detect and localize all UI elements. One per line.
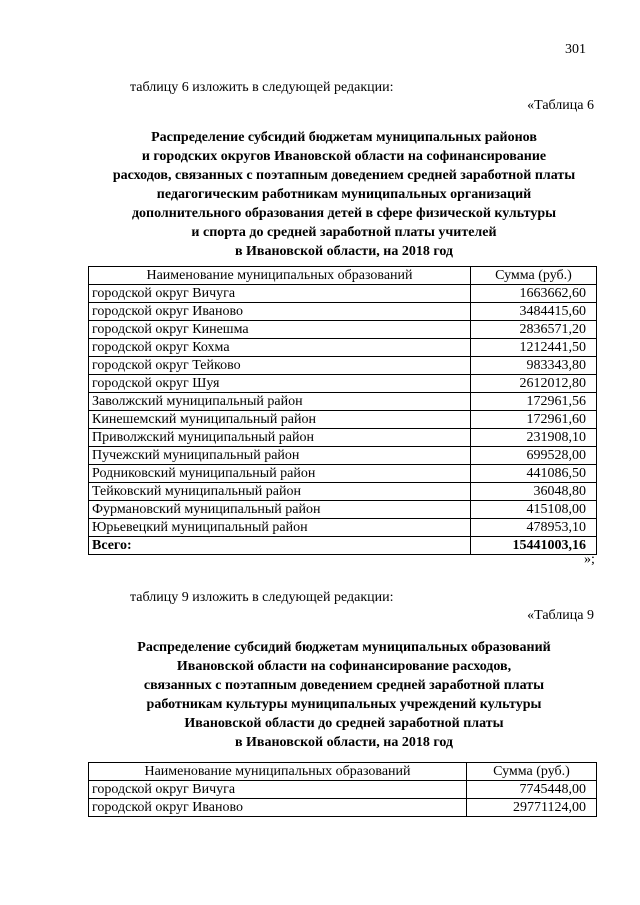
table-row [89,799,597,817]
heading-line: Ивановской области до средней заработной платы [184,716,504,731]
table-row [89,483,597,501]
total-label: Всего: [89,537,471,555]
column-header-name: Наименование муниципальных образований [89,763,467,781]
subsidy-amount: 983343,80 [471,357,597,375]
heading-line: Распределение субсидий бюджетам муниципальных образований [137,640,551,655]
subsidy-amount: 172961,60 [471,411,597,429]
section1-closing: »; [584,552,595,567]
heading-line: в Ивановской области, на 2018 год [234,735,454,750]
subsidy-amount: 36048,80 [471,483,597,501]
column-header-name: Наименование муниципальных образований [89,267,471,285]
subsidy-amount: 415108,00 [471,501,597,519]
total-row [89,537,597,555]
section2-heading [70,638,618,752]
municipality-name: Пучежский муниципальный район [89,447,471,465]
table-row [89,375,597,393]
subsidy-amount: 231908,10 [471,429,597,447]
column-header-sum: Сумма (руб.) [467,763,597,781]
subsidy-amount: 3484415,60 [471,303,597,321]
table-row [89,411,597,429]
total-amount: 15441003,16 [471,537,597,555]
municipality-name: городской округ Шуя [89,375,471,393]
municipality-name: городской округ Тейково [89,357,471,375]
section2-intro: таблицу 9 изложить в следующей редакции: [130,590,394,605]
table-row [89,465,597,483]
municipality-name: Юрьевецкий муниципальный район [89,519,471,537]
municipality-name: городской округ Кохма [89,339,471,357]
subsidy-amount: 2612012,80 [471,375,597,393]
table-row [89,321,597,339]
subsidy-amount: 172961,56 [471,393,597,411]
municipality-name: Фурмановский муниципальный район [89,501,471,519]
table-row [89,393,597,411]
municipality-name: Тейковский муниципальный район [89,483,471,501]
heading-line: работникам культуры муниципальных учреждений культуры [146,697,542,712]
heading-line: Распределение субсидий бюджетам муниципальных районов [151,130,537,145]
subsidy-amount: 1212441,50 [471,339,597,357]
heading-line: и городских округов Ивановской области на софинансирование [141,149,547,164]
table-row [89,357,597,375]
subsidy-amount: 441086,50 [471,465,597,483]
heading-line: и спорта до средней заработной платы учителей [191,225,497,240]
table-6 [88,266,597,555]
heading-line: в Ивановской области, на 2018 год [234,244,454,259]
table-header-row [89,267,597,285]
table-row [89,501,597,519]
subsidy-amount: 2836571,20 [471,321,597,339]
municipality-name: городской округ Вичуга [89,781,467,799]
subsidy-amount: 7745448,00 [467,781,597,799]
table-9 [88,762,597,817]
table-row [89,781,597,799]
municipality-name: Кинешемский муниципальный район [89,411,471,429]
municipality-name: городской округ Иваново [89,799,467,817]
heading-line: расходов, связанных с поэтапным доведением средней заработной платы [112,168,576,183]
section2-table-label: «Таблица 9 [527,608,594,623]
section1-table-label: «Таблица 6 [527,98,594,113]
municipality-name: городской округ Иваново [89,303,471,321]
heading-line: связанных с поэтапным доведением средней заработной платы [143,678,545,693]
section1-intro: таблицу 6 изложить в следующей редакции: [130,80,394,95]
heading-line: педагогическим работникам муниципальных организаций [156,187,532,202]
column-header-sum: Сумма (руб.) [471,267,597,285]
heading-line: дополнительного образования детей в сфере физической культуры [131,206,557,221]
subsidy-amount: 478953,10 [471,519,597,537]
subsidy-amount: 699528,00 [471,447,597,465]
table-header-row [89,763,597,781]
municipality-name: Приволжский муниципальный район [89,429,471,447]
table-row [89,285,597,303]
page-number: 301 [565,42,586,57]
table-row [89,447,597,465]
section1-heading [70,128,618,261]
municipality-name: городской округ Кинешма [89,321,471,339]
table-row [89,429,597,447]
subsidy-amount: 29771124,00 [467,799,597,817]
municipality-name: городской округ Вичуга [89,285,471,303]
municipality-name: Заволжский муниципальный район [89,393,471,411]
table-row [89,519,597,537]
table-row [89,303,597,321]
municipality-name: Родниковский муниципальный район [89,465,471,483]
heading-line: Ивановской области на софинансирование расходов, [176,659,512,674]
subsidy-amount: 1663662,60 [471,285,597,303]
table-row [89,339,597,357]
